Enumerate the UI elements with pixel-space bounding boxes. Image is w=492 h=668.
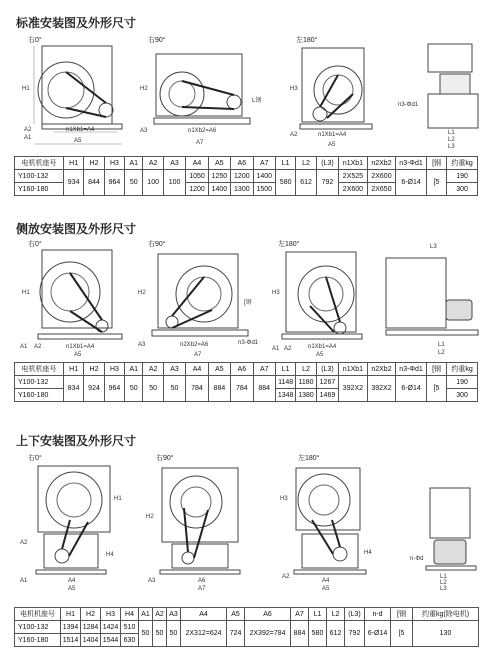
standard-view-right0 xyxy=(14,32,126,150)
dimension-label: L3 xyxy=(430,244,437,250)
table-cell: A2 xyxy=(143,363,163,376)
table-cell: n3-Φd1 xyxy=(396,363,427,376)
dimension-label: A7 xyxy=(194,352,202,358)
table-cell: 884 xyxy=(291,621,309,647)
table-cell: H1 xyxy=(63,363,83,376)
table-cell: A3 xyxy=(167,608,181,621)
table-cell: Y100-132 xyxy=(15,170,64,183)
table-cell: 784 xyxy=(231,376,253,402)
table-cell: H1 xyxy=(61,608,81,621)
table-cell: 50 xyxy=(167,621,181,647)
table-cell: A6 xyxy=(231,157,253,170)
table-cell: H2 xyxy=(81,608,101,621)
table-cell: [钢 xyxy=(426,363,446,376)
dimension-label: n3-Φd1 xyxy=(398,102,419,108)
standard-spec-table xyxy=(14,156,478,196)
table-header-row xyxy=(15,157,478,170)
dimension-label: 右0° xyxy=(28,455,42,462)
table-cell: A1 xyxy=(125,363,143,376)
updown-spec-table xyxy=(14,607,479,647)
table-cell: (L3) xyxy=(316,157,338,170)
table-cell: 50 xyxy=(163,376,185,402)
standard-view-right90 xyxy=(134,32,264,150)
table-cell: 1394 xyxy=(61,621,81,634)
table-cell: 2X600 xyxy=(367,170,396,183)
dimension-label: L3 xyxy=(448,144,455,150)
table-cell: 1514 xyxy=(61,634,81,647)
table-cell: H3 xyxy=(104,157,124,170)
dimension-label: A2 xyxy=(20,540,28,546)
table-cell: 1267 xyxy=(316,376,338,389)
table-cell: 6-Ø14 xyxy=(396,170,427,196)
dimension-label: H2 xyxy=(146,514,154,520)
dimension-label: A5 xyxy=(74,352,82,358)
table-cell: 792 xyxy=(316,170,338,196)
dimension-label: L2 xyxy=(448,137,455,143)
table-cell: 392X2 xyxy=(339,376,368,402)
dimension-label: A1 xyxy=(20,344,28,350)
dimension-label: 左180° xyxy=(278,241,300,248)
section-title-side: 侧放安装图及外形尺寸 xyxy=(16,222,137,236)
table-cell: 50 xyxy=(125,170,143,196)
table-cell: A1 xyxy=(125,157,143,170)
table-cell: Y160-180 xyxy=(15,389,64,402)
table-cell: L1 xyxy=(309,608,327,621)
dimension-label: A3 xyxy=(148,578,156,584)
table-cell: 724 xyxy=(227,621,245,647)
dimension-label: A7 xyxy=(196,140,204,146)
table-cell: 2X525 xyxy=(339,170,368,183)
dimension-label: n2Xb2=A6 xyxy=(180,342,209,348)
dimension-label: L钢 xyxy=(252,98,262,104)
table-cell: A4 xyxy=(186,363,208,376)
table-cell: 1424 xyxy=(101,621,121,634)
dimension-label: n1Xb1=A4 xyxy=(66,127,95,133)
table-row xyxy=(15,170,478,183)
table-cell: H2 xyxy=(84,157,104,170)
table-cell: 2X312=624 xyxy=(181,621,227,647)
table-cell: 1200 xyxy=(231,170,253,183)
table-cell: 2X392=784 xyxy=(245,621,291,647)
table-cell: A4 xyxy=(186,157,208,170)
table-cell: 6-Ø14 xyxy=(365,621,391,647)
dimension-label: A1 xyxy=(20,578,28,584)
table-cell: H3 xyxy=(104,363,124,376)
table-cell: 300 xyxy=(447,183,478,196)
table-cell: 100 xyxy=(163,170,185,196)
side-drawings xyxy=(0,236,492,358)
table-cell: 792 xyxy=(345,621,365,647)
table-cell: A3 xyxy=(163,157,185,170)
table-cell: 1400 xyxy=(208,183,230,196)
dimension-label: 右0° xyxy=(28,241,42,248)
side-spec-table xyxy=(14,362,478,402)
dimension-label: L2 xyxy=(438,350,445,356)
table-cell: A7 xyxy=(253,157,275,170)
dimension-label: A7 xyxy=(198,586,206,592)
table-cell: A2 xyxy=(143,157,163,170)
dimension-label: H2 xyxy=(140,86,148,92)
section-title-updown: 上下安装图及外形尺寸 xyxy=(16,434,137,448)
table-cell: [5 xyxy=(426,170,446,196)
table-cell: 1404 xyxy=(81,634,101,647)
dimension-label: H3 xyxy=(290,86,298,92)
table-cell: 1544 xyxy=(101,634,121,647)
table-cell: 1300 xyxy=(231,183,253,196)
dimension-label: n1Xb1=A4 xyxy=(66,344,95,350)
table-cell: 964 xyxy=(104,170,124,196)
side-view-left180 xyxy=(270,236,374,358)
table-cell: A4 xyxy=(181,608,227,621)
dimension-label: A2 xyxy=(290,132,298,138)
table-cell: 844 xyxy=(84,170,104,196)
dimension-label: H3 xyxy=(280,496,288,502)
dimension-label: H1 xyxy=(22,290,30,296)
table-cell: 50 xyxy=(139,621,153,647)
table-cell: 964 xyxy=(104,376,124,402)
table-cell: 约重kg xyxy=(447,363,478,376)
table-cell: A1 xyxy=(139,608,153,621)
table-cell: 1200 xyxy=(186,183,208,196)
table-cell: 934 xyxy=(63,170,83,196)
table-cell: A6 xyxy=(231,363,253,376)
dimension-label: H3 xyxy=(272,290,280,296)
table-cell: 1284 xyxy=(81,621,101,634)
table-cell: H3 xyxy=(101,608,121,621)
table-cell: L1 xyxy=(275,157,295,170)
dimension-label: n1Xb2=A6 xyxy=(188,128,217,134)
dimension-label: L2 xyxy=(440,580,447,586)
table-cell: n2Xb2 xyxy=(367,157,396,170)
dimension-label: A5 xyxy=(74,138,82,144)
updown-drawings xyxy=(0,448,492,592)
dimension-label: A5 xyxy=(316,352,324,358)
table-cell: Y100-132 xyxy=(15,376,64,389)
table-cell: L2 xyxy=(296,363,316,376)
table-cell: [5 xyxy=(391,621,413,647)
table-cell: 2X600 xyxy=(339,183,368,196)
side-view-right90 xyxy=(134,236,264,358)
table-cell: 784 xyxy=(186,376,208,402)
table-cell: 约重kg xyxy=(447,157,478,170)
dimension-label: 右90° xyxy=(148,37,166,44)
table-cell: 580 xyxy=(309,621,327,647)
dimension-label: [钢 xyxy=(244,300,252,306)
table-row xyxy=(15,376,478,389)
table-cell: (L3) xyxy=(345,608,365,621)
table-cell: 约重kg(除电机) xyxy=(413,608,479,621)
standard-drawings xyxy=(0,32,492,150)
dimension-label: L1 xyxy=(440,574,447,580)
table-cell: A5 xyxy=(208,363,230,376)
table-cell: 电机机座号 xyxy=(15,363,64,376)
table-cell: 100 xyxy=(143,170,163,196)
table-cell: 130 xyxy=(413,621,479,647)
dimension-label: A4 xyxy=(68,578,76,584)
dimension-label: n1Xb1=A4 xyxy=(318,132,347,138)
table-cell: n1Xb1 xyxy=(339,363,368,376)
dimension-label: 右90° xyxy=(156,455,174,462)
table-cell: 1469 xyxy=(316,389,338,402)
dimension-label: L1 xyxy=(448,130,455,136)
table-cell: A6 xyxy=(245,608,291,621)
angle-label: 右0° xyxy=(28,37,42,44)
table-cell: 6-Ø14 xyxy=(396,376,427,402)
table-cell: 1400 xyxy=(253,170,275,183)
side-view-right0 xyxy=(14,236,126,358)
table-cell: 1050 xyxy=(186,170,208,183)
table-cell: 392X2 xyxy=(367,376,396,402)
table-header-row xyxy=(15,608,479,621)
table-cell: 1380 xyxy=(296,389,316,402)
dimension-label: n1Xb1=A4 xyxy=(308,344,337,350)
table-cell: 190 xyxy=(447,376,478,389)
table-cell: [钢 xyxy=(391,608,413,621)
updown-view-right0 xyxy=(14,448,126,592)
table-cell: 834 xyxy=(63,376,83,402)
updown-view-side xyxy=(400,448,488,592)
dimension-label: L3 xyxy=(440,586,447,592)
dimension-label: L1 xyxy=(438,342,445,348)
dimension-label: A6 xyxy=(198,578,206,584)
table-cell: A5 xyxy=(227,608,245,621)
table-row xyxy=(15,621,479,634)
dimension-label: n-Φd xyxy=(410,556,424,562)
table-cell: 1180 xyxy=(296,376,316,389)
dimension-label: A5 xyxy=(68,586,76,592)
table-cell: n2Xb2 xyxy=(367,363,396,376)
table-cell: 1250 xyxy=(208,170,230,183)
dimension-label: 左180° xyxy=(298,455,320,462)
standard-view-left180 xyxy=(288,32,384,150)
table-cell: 612 xyxy=(296,170,316,196)
dimension-label: 右90° xyxy=(148,241,166,248)
dimension-label: H1 xyxy=(22,86,30,92)
table-cell: Y100-132 xyxy=(15,621,61,634)
table-cell: 190 xyxy=(447,170,478,183)
table-cell: [钢 xyxy=(426,157,446,170)
dimension-label: A1 xyxy=(24,135,32,141)
table-cell: 884 xyxy=(208,376,230,402)
dimension-label: A2 xyxy=(284,346,292,352)
dimension-label: H1 xyxy=(114,496,122,502)
table-header-row xyxy=(15,363,478,376)
table-cell: L2 xyxy=(296,157,316,170)
table-cell: A7 xyxy=(253,363,275,376)
table-cell: 电机机座号 xyxy=(15,157,64,170)
table-cell: n1Xb1 xyxy=(339,157,368,170)
updown-view-left180 xyxy=(276,448,376,592)
dimension-label: H4 xyxy=(364,550,372,556)
dimension-label: n3-Φd1 xyxy=(238,340,259,346)
dimension-label: A2 xyxy=(24,127,32,133)
dimension-label: A4 xyxy=(322,578,330,584)
table-cell: Y160-180 xyxy=(15,634,61,647)
table-cell: 50 xyxy=(125,376,143,402)
table-cell: n3-Φd1 xyxy=(396,157,427,170)
side-view-side xyxy=(378,236,488,358)
table-cell: 630 xyxy=(121,634,139,647)
table-cell: A5 xyxy=(208,157,230,170)
section-title-standard: 标准安装图及外形尺寸 xyxy=(16,16,137,30)
table-cell: H4 xyxy=(121,608,139,621)
table-cell: 1148 xyxy=(275,376,295,389)
dimension-label: H4 xyxy=(106,552,114,558)
table-cell: 884 xyxy=(253,376,275,402)
dimension-label: A2 xyxy=(282,574,290,580)
table-cell: H1 xyxy=(63,157,83,170)
table-cell: 300 xyxy=(447,389,478,402)
table-cell: 50 xyxy=(153,621,167,647)
table-cell: 924 xyxy=(84,376,104,402)
standard-view-side xyxy=(398,32,488,150)
dimension-label: A5 xyxy=(328,142,336,148)
table-cell: A3 xyxy=(163,363,185,376)
table-cell: 电机机座号 xyxy=(15,608,61,621)
dimension-label: A3 xyxy=(140,128,148,134)
dimension-label: A5 xyxy=(322,586,330,592)
table-cell: Y160-180 xyxy=(15,183,64,196)
table-cell: H2 xyxy=(84,363,104,376)
dimension-label: H2 xyxy=(138,290,146,296)
table-cell: 2X650 xyxy=(367,183,396,196)
dimension-label: A2 xyxy=(34,344,42,350)
table-cell: n-d xyxy=(365,608,391,621)
table-cell: [5 xyxy=(426,376,446,402)
table-cell: 510 xyxy=(121,621,139,634)
dimension-label: A3 xyxy=(138,342,146,348)
table-cell: 580 xyxy=(275,170,295,196)
table-cell: 612 xyxy=(327,621,345,647)
table-cell: L2 xyxy=(327,608,345,621)
dimension-label: A1 xyxy=(272,346,280,352)
table-cell: 1500 xyxy=(253,183,275,196)
table-cell: (L3) xyxy=(316,363,338,376)
table-cell: 1348 xyxy=(275,389,295,402)
table-cell: A2 xyxy=(153,608,167,621)
table-cell: 50 xyxy=(143,376,163,402)
table-cell: L1 xyxy=(275,363,295,376)
table-cell: A7 xyxy=(291,608,309,621)
updown-view-right90 xyxy=(142,448,250,592)
dimension-label: 左180° xyxy=(296,37,318,44)
